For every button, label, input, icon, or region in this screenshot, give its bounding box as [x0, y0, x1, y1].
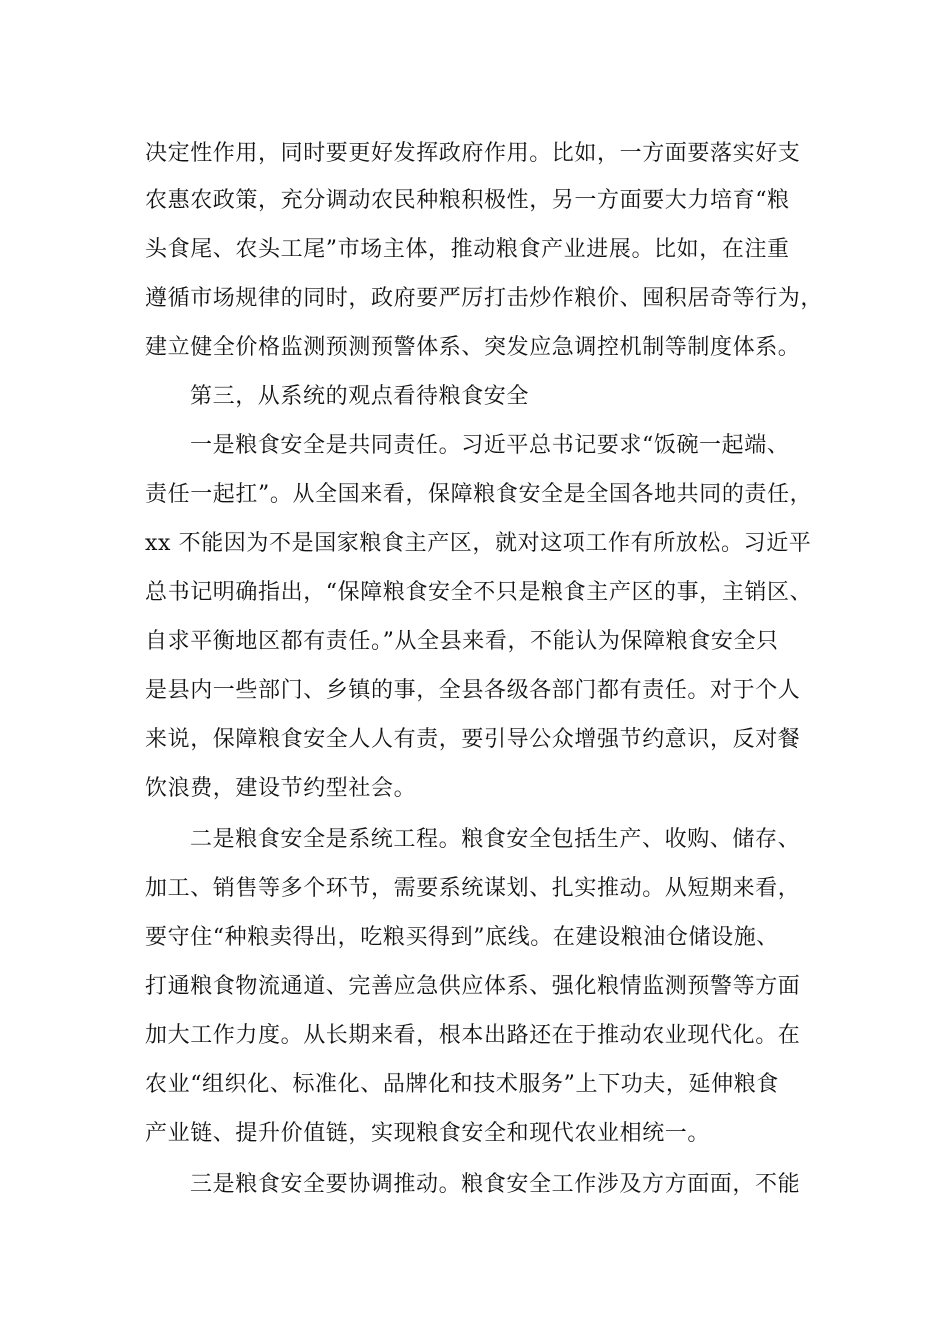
- text-line: 是县内一些部门、乡镇的事，全县各级各部门都有责任。对于个人: [145, 678, 801, 703]
- text-line: 三是粮食安全要协调推动。粮食安全工作涉及方方面面，不能: [190, 1172, 801, 1197]
- text-line: 要守住“种粮卖得出，吃粮买得到”底线。在建设粮油仓储设施、: [145, 925, 779, 950]
- text-line: 二是粮食安全是系统工程。粮食安全包括生产、收购、储存、: [190, 827, 801, 852]
- text-line: 加工、销售等多个环节，需要系统谋划、扎实推动。从短期来看，: [145, 876, 801, 901]
- text-line: 来说，保障粮食安全人人有责，要引导公众增强节约意识，反对餐: [145, 727, 801, 752]
- text-line: xx 不能因为不是国家粮食主产区，就对这项工作有所放松。习近平: [145, 531, 812, 556]
- section-heading: 第三，从系统的观点看待粮食安全: [190, 384, 530, 409]
- text-line: 决定性作用，同时要更好发挥政府作用。比如，一方面要落实好支: [145, 141, 801, 166]
- text-line: 责任一起扛”。从全国来看，保障粮食安全是全国各地共同的责任，: [145, 482, 813, 507]
- text-line: 打通粮食物流通道、完善应急供应体系、强化粮情监测预警等方面: [145, 974, 801, 999]
- text-line: 农业“组织化、标准化、品牌化和技术服务”上下功夫，延伸粮食: [145, 1072, 779, 1097]
- text-line: 头食尾、农头工尾”市场主体，推动粮食产业进展。比如，在注重: [145, 237, 790, 262]
- text-line: 建立健全价格监测预测预警体系、突发应急调控机制等制度体系。: [145, 335, 801, 360]
- text-line: 产业链、提升价值链，实现粮食安全和现代农业相统一。: [145, 1121, 711, 1146]
- text-line: 一是粮食安全是共同责任。习近平总书记要求“饭碗一起端、: [190, 433, 790, 458]
- text-line: 自求平衡地区都有责任。”从全县来看，不能认为保障粮食安全只: [145, 629, 779, 654]
- text-line: 遵循市场规律的同时，政府要严厉打击炒作粮价、囤积居奇等行为，: [145, 286, 824, 311]
- text-line: 农惠农政策，充分调动农民种粮积极性，另一方面要大力培育“粮: [145, 188, 790, 213]
- text-line: 饮浪费，建设节约型社会。: [145, 776, 417, 801]
- text-line: 总书记明确指出，“保障粮食安全不只是粮食主产区的事，主销区、: [145, 580, 813, 605]
- text-line: 加大工作力度。从长期来看，根本出路还在于推动农业现代化。在: [145, 1023, 801, 1048]
